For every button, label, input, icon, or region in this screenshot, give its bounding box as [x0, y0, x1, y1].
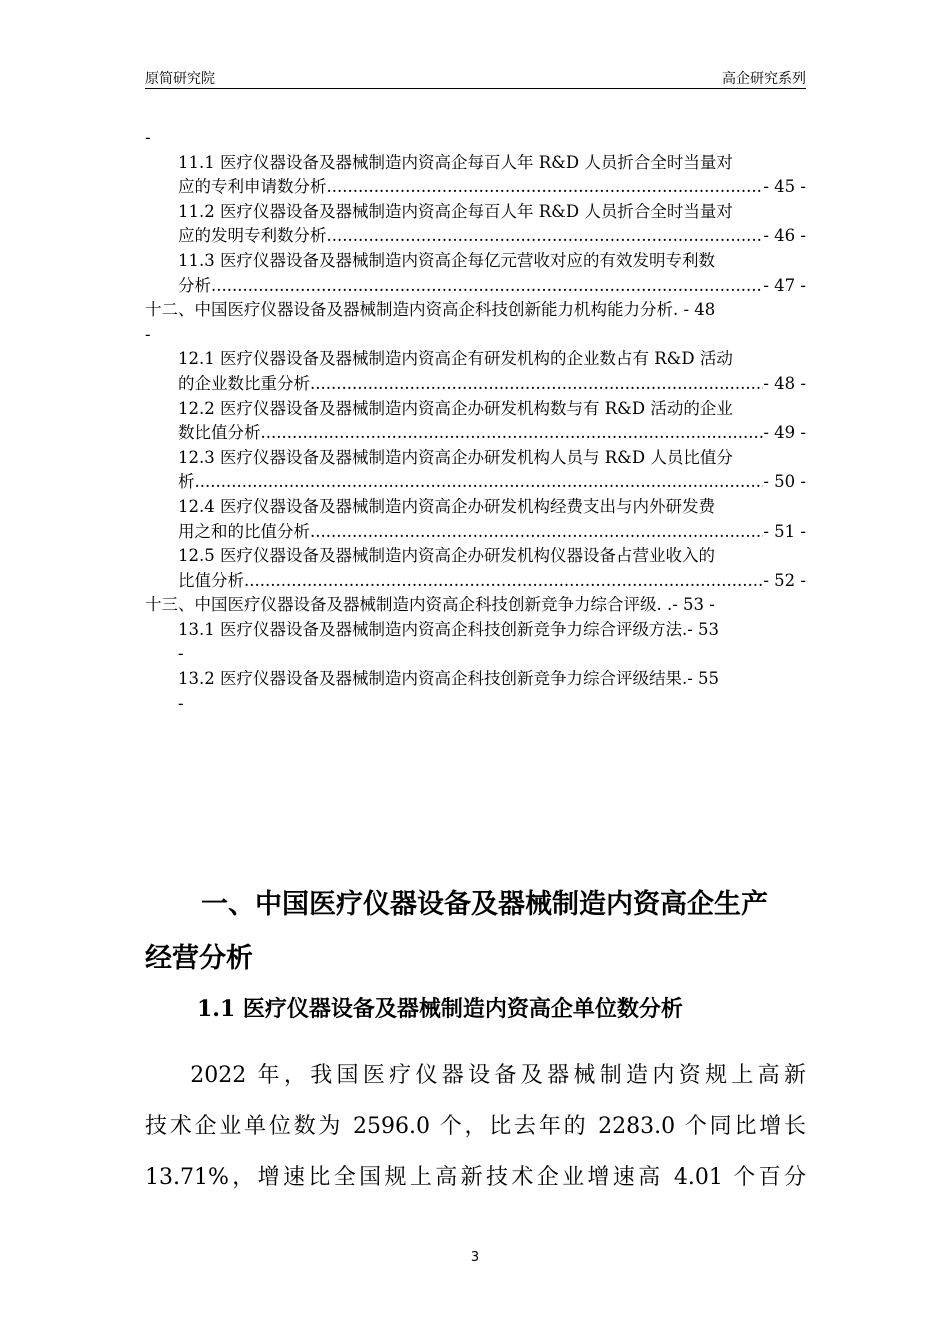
paragraph-line: 技术企业单位数为 2596.0 个，比去年的 2283.0 个同比增长 — [145, 1114, 806, 1139]
toc-entry-text: 十二、中国医疗仪器设备及器械制造内资高企科技创新能力机构能力分析 — [145, 300, 673, 320]
header-left: 原简研究院 — [145, 71, 215, 87]
toc-entry-page: . .- 53 - — [656, 595, 715, 615]
toc-entry-page: - 45 - — [763, 177, 806, 197]
toc-entry[interactable] — [145, 175, 806, 200]
toc-entry-text: 12.3 医疗仪器设备及器械制造内资高企办研发机构人员与 R&D 人员比值分 — [178, 447, 733, 467]
toc-entry-page: - 47 - — [763, 275, 806, 295]
chapter-heading — [145, 878, 806, 986]
toc-entry-text: 十三、中国医疗仪器设备及器械制造内资高企科技创新竞争力综合评级 — [145, 595, 657, 615]
toc-leader-dots — [244, 569, 763, 594]
toc-entry-page: .- 55 — [681, 669, 720, 689]
toc-entry[interactable] — [145, 347, 806, 372]
body-paragraph — [145, 1050, 806, 1203]
toc-entry-page: - 49 - — [763, 423, 806, 443]
toc-entry[interactable] — [145, 569, 806, 594]
paragraph-line: 13.71%，增速比全国规上高新技术企业增速高 4.01 个百分 — [145, 1165, 806, 1190]
chapter-heading-line1: 一、中国医疗仪器设备及器械制造内资高企生产 — [201, 889, 768, 920]
toc-entry[interactable] — [145, 692, 806, 717]
toc-entry-text: 分析 — [178, 275, 211, 295]
toc-entry-page: .- 53 — [681, 619, 720, 639]
toc-entry[interactable] — [145, 151, 806, 176]
page-number: 3 — [470, 1250, 480, 1265]
toc-leader-dots — [261, 421, 764, 446]
toc-entry-page: - 48 - — [763, 373, 806, 393]
toc-entry-text: 用之和的比值分析 — [178, 521, 310, 541]
toc-entry-text: - — [178, 644, 184, 664]
toc-entry[interactable] — [145, 126, 806, 151]
page-header — [145, 66, 806, 89]
toc-entry[interactable] — [145, 446, 806, 471]
toc-entry[interactable] — [145, 642, 806, 667]
toc-entry[interactable] — [145, 495, 806, 520]
toc-entry-page: - 50 - — [763, 472, 806, 492]
toc-leader-dots — [327, 175, 764, 200]
chapter-heading-line2: 经营分析 — [145, 943, 253, 974]
section-heading: 1.1 医疗仪器设备及器械制造内资高企单位数分析 — [197, 996, 683, 1022]
toc-entry-text: 的企业数比重分析 — [178, 373, 310, 393]
toc-entry-text: 比值分析 — [178, 570, 244, 590]
toc-leader-dots — [310, 372, 763, 397]
toc-entry[interactable] — [145, 200, 806, 225]
toc-entry[interactable] — [145, 249, 806, 274]
toc-entry-text: 11.3 医疗仪器设备及器械制造内资高企每亿元营收对应的有效发明专利数 — [178, 250, 715, 270]
toc-entry-text: 12.5 医疗仪器设备及器械制造内资高企办研发机构仪器设备占营业收入的 — [178, 546, 715, 566]
toc-entry-text: 12.1 医疗仪器设备及器械制造内资高企有研发机构的企业数占有 R&D 活动 — [178, 349, 733, 369]
toc-entry-page: - 52 - — [763, 570, 806, 590]
toc-entry-text: - — [145, 128, 151, 147]
header-right: 高企研究系列 — [722, 71, 806, 87]
toc-entry-page: . - 48 — [673, 300, 716, 320]
toc-entry-text: 13.1 医疗仪器设备及器械制造内资高企科技创新竞争力综合评级方法 — [178, 619, 682, 639]
toc-leader-dots — [327, 224, 764, 249]
toc-entry[interactable] — [145, 470, 806, 495]
toc-entry-text: 析 — [178, 472, 195, 492]
toc-entry[interactable] — [145, 667, 806, 692]
toc-entry-text: 11.1 医疗仪器设备及器械制造内资高企每百人年 R&D 人员折合全时当量对 — [178, 152, 733, 172]
toc-entry-text: 应的专利申请数分析 — [178, 177, 327, 197]
toc-entry-page: - 46 - — [763, 226, 806, 246]
toc-entry-text: 11.2 医疗仪器设备及器械制造内资高企每百人年 R&D 人员折合全时当量对 — [178, 201, 733, 221]
toc-leader-dots — [310, 520, 763, 545]
toc-entry-text: 12.4 医疗仪器设备及器械制造内资高企办研发机构经费支出与内外研发费 — [178, 496, 715, 516]
table-of-contents — [145, 126, 806, 716]
paragraph-line: 2022 年，我国医疗仪器设备及器械制造内资规上高新 — [145, 1063, 806, 1088]
toc-entry[interactable] — [145, 372, 806, 397]
toc-entry-text: - — [145, 324, 151, 344]
toc-entry[interactable] — [145, 618, 806, 643]
toc-leader-dots — [195, 470, 764, 495]
toc-entry-text: 数比值分析 — [178, 423, 261, 443]
toc-entry[interactable] — [145, 593, 806, 618]
toc-entry[interactable] — [145, 544, 806, 569]
toc-entry-text: - — [178, 693, 184, 713]
toc-entry-page: - 51 - — [763, 521, 806, 541]
toc-leader-dots — [211, 274, 763, 299]
toc-entry-text: 应的发明专利数分析 — [178, 226, 327, 246]
toc-entry[interactable] — [145, 224, 806, 249]
toc-entry-text: 13.2 医疗仪器设备及器械制造内资高企科技创新竞争力综合评级结果 — [178, 669, 682, 689]
toc-entry[interactable] — [145, 298, 806, 323]
toc-entry[interactable] — [145, 323, 806, 348]
toc-entry[interactable] — [145, 421, 806, 446]
toc-entry[interactable] — [145, 397, 806, 422]
toc-entry[interactable] — [145, 520, 806, 545]
toc-entry[interactable] — [145, 274, 806, 299]
toc-entry-text: 12.2 医疗仪器设备及器械制造内资高企办研发机构数与有 R&D 活动的企业 — [178, 398, 733, 418]
